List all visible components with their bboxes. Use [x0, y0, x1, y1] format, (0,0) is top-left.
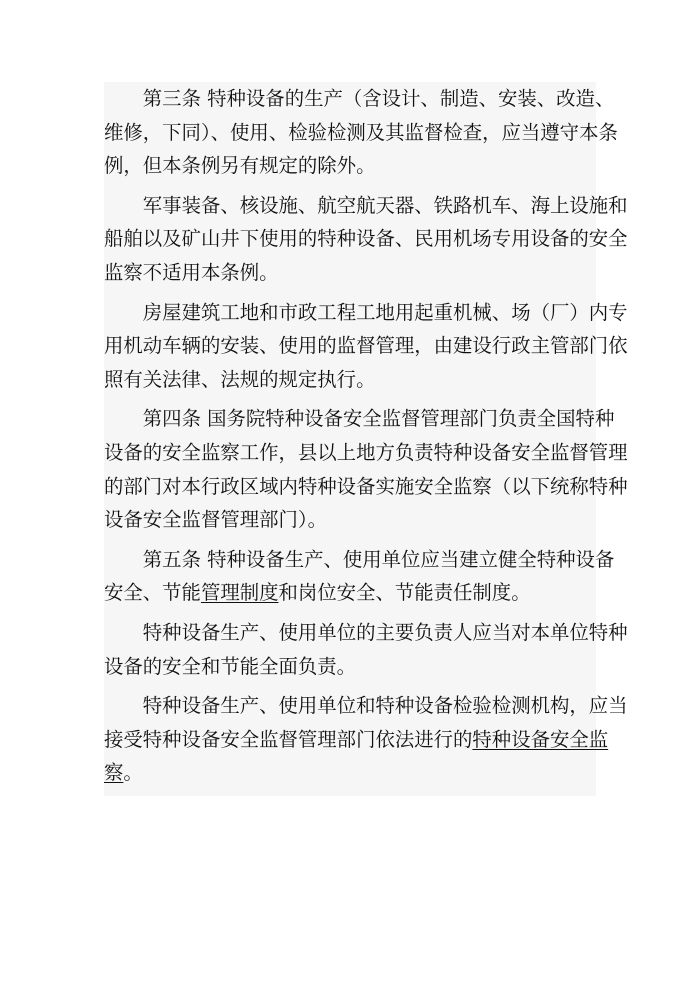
text-line: 特种设备生产、使用单位的主要负责人应当对本单位特种	[142, 620, 628, 644]
text-line: 设备的安全和节能全面负责。	[104, 654, 357, 678]
text-line: 第五条 特种设备生产、使用单位应当建立健全特种设备	[142, 547, 615, 571]
text-segment: 安全、节能	[104, 581, 201, 605]
paragraph-responsible-person	[104, 616, 628, 683]
text-line: 用机动车辆的安装、使用的监督管理，由建设行政主管部门依	[104, 334, 628, 358]
text-line: 设备安全监督管理部门）。	[104, 508, 327, 532]
paragraph-construction	[104, 296, 628, 397]
safety-supervision-link[interactable]: 特种设备安全监	[472, 727, 609, 751]
text-line: 监察不适用本条例。	[104, 260, 279, 284]
text-line: 设备的安全监察工作，县以上地方负责特种设备安全监督管理	[104, 440, 628, 464]
text-line: 第三条 特种设备的生产（含设计、制造、安装、改造、	[142, 87, 615, 110]
paragraph-exclusions	[104, 189, 628, 290]
text-line	[104, 723, 609, 757]
text-line: 船舶以及矿山井下使用的特种设备、民用机场专用设备的安全	[104, 227, 628, 251]
text-line: 照有关法律、法规的规定执行。	[104, 367, 376, 391]
paragraph-article-5	[104, 543, 615, 610]
text-line: 维修，下同）、使用、检验检测及其监督检查，应当遵守本条	[104, 120, 618, 144]
paragraph-article-3	[104, 82, 618, 183]
paragraph-article-4	[104, 402, 628, 536]
text-line	[104, 576, 596, 610]
text-line: 特种设备生产、使用单位和特种设备检验检测机构，应当	[142, 694, 628, 718]
text-line: 例，但本条例另有规定的除外。	[104, 154, 376, 178]
text-line	[104, 756, 596, 790]
text-line: 第四条 国务院特种设备安全监督管理部门负责全国特种	[142, 407, 615, 431]
text-segment: 接受特种设备安全监督管理部门依法进行的	[104, 727, 473, 751]
text-line: 的部门对本行政区域内特种设备实施安全监察（以下统称特种	[104, 474, 628, 498]
text-segment: 和岗位安全、节能责任制度。	[278, 581, 531, 605]
text-segment: 。	[123, 761, 143, 785]
safety-supervision-link-continued[interactable]: 察	[104, 761, 124, 785]
text-line: 军事装备、核设施、航空航天器、铁路机车、海上设施和	[142, 193, 628, 217]
text-line: 房屋建筑工地和市政工程工地用起重机械、场（厂）内专	[142, 300, 628, 324]
regulation-text	[104, 82, 628, 796]
paragraph-inspection	[104, 689, 628, 790]
management-system-link[interactable]: 管理制度	[200, 581, 279, 605]
